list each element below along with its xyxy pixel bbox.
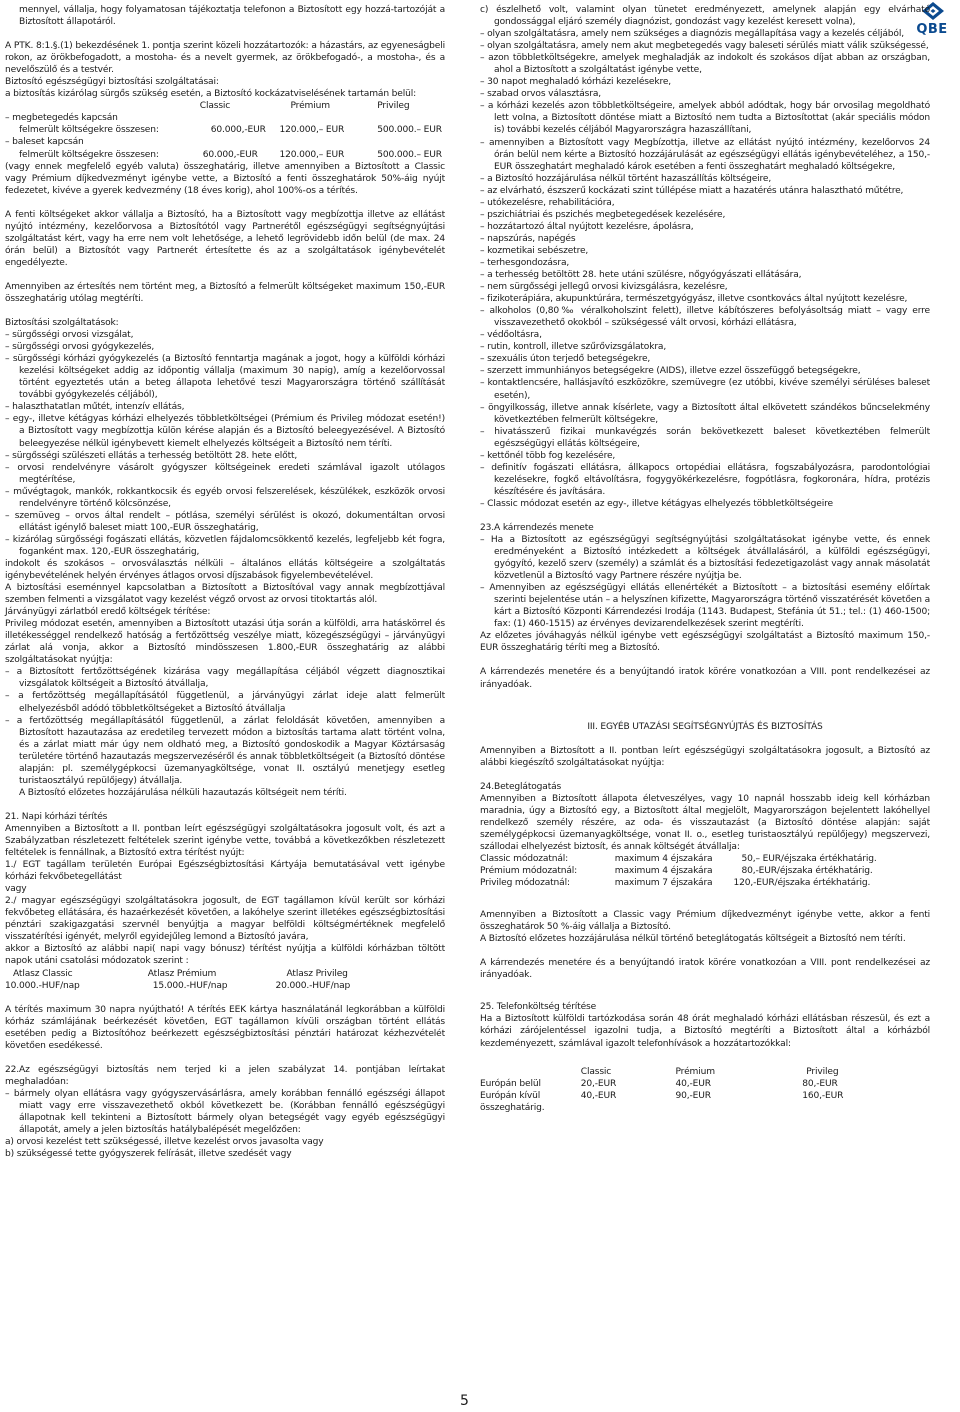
- exclusion-item: – az elvárható, észszerű kockázati szint túllépése miatt a hazatérés utánra halasztható műtétre,: [480, 185, 904, 196]
- header-classic: Classic: [199, 101, 231, 112]
- exclusion-item: – öngyilkosság, illetve annak kísérlete, vagy a Biztosított által elkövetett szándékos bűncselekmény következtében felmerült költségekre,: [480, 402, 930, 425]
- coverage-row-accident-label: [5, 136, 445, 148]
- after-table-paragraph: (vagy ennek megfelelő egyéb valuta) összeghatárig, illetve amennyiben a Biztosított a Classic vagy Prémium díjkedvezményt igénybe vette, a Biztosító a fenti összeghatárok 50%-áig nyújt fedezetet, kivéve a gyerek kedvezmény (18 éves korig), ahol 100%-os a térítés.: [5, 161, 445, 196]
- service-item: – sürgősségi kórházi gyógykezelés (a Biztosító fenntartja magának a jogot, hogy a külföldi kórházi kezelési költségeket addig az időpontig vállalja (maximum 30 napig), amíg a kezelőorvossal történt egyeztetés után a beteg állapota lehetővé teszi Magyarországra történő szállítását további gyógykezelés céljából),: [5, 354, 445, 401]
- exclusion-item: – bármely olyan ellátásra vagy gyógyszervásárlásra, amely korábban fennálló egészségi állapot miatt vagy erre visszavezethető okból következett be. (Korábban fennálló egészségügyi állapotnak kell tekinteni a Biztosított bármely olyan betegségét vagy egyéb egészségügyi állapotát, amely a jelen biztosítás hatálybalépését megelőzően:: [5, 1088, 445, 1136]
- service-item: – halaszthatatlan műtét, intenzív ellátás,: [5, 402, 185, 413]
- exclusion-item: a) orvosi kezelést tett szükségessé, illetve kezelést orvos javasolta vagy: [5, 1137, 324, 1148]
- coverage-row-illness: [5, 124, 445, 136]
- epidemic-paragraph: Privileg módozat esetén, amennyiben a Biztosított utazási útja során a külföldi, arra hatáskörrel és illetékességgel rendelkező hatóság a fertőzöttség veszélye miatt, közegészségügyi – járványügyi zárlat alá vonja, akkor a Biztosító mindösszesen 1.800,-EUR összeghatárig az alábbi szolgáltatásokat nyújtja:: [5, 619, 445, 666]
- section-22-heading: 22.Az egészségügyi biztosítás nem terjed ki a jelen szabályzat 14. pontjában leírtakat meghaladóan:: [5, 1064, 445, 1087]
- exclusion-item: – alkoholos (0,80‰ véralkoholszint felett), illetve kábítószeres befolyásoltság miatt – vagy erre visszavezethető okokból – szükségessé vált orvosi, kórházi ellátásra,: [480, 306, 930, 329]
- epidemic-item: – a fertőzöttség megállapításától függetlenül, a járványügyi zárlat ideje alatt felmerült elhelyezésből adódó többletköltségeket a Biztosító átvállalja: [5, 691, 445, 714]
- notify-paragraph: Amennyiben az értesítés nem történt meg, a Biztosító a felmerült költségeket maximum 150,-EUR összeghatárig utólag megtéríti.: [5, 281, 445, 304]
- exclusion-item: – kontaktlencsére, hallásjavító eszközökre, szemüvegre (ez utóbbi, kivéve személyi sérüléses baleset esetén),: [480, 378, 930, 401]
- exclusion-item: – olyan szolgáltatásra, amely nem szükséges a diagnózis megállapítása vagy a kezelés céljából,: [480, 29, 904, 40]
- section-21-item-3: akkor a Biztosító az alábbi napi( napi vagy bónusz) térítést nyújtja a külföldi kórházban töltött napok utáni csatolási módozatok szerint :: [5, 944, 445, 967]
- row-illness-label-a: – megbetegedés kapcsán: [5, 113, 118, 124]
- phone-table-end: összeghatárig.: [480, 1102, 545, 1113]
- section-21-heading: 21. Napi kórházi térítés: [5, 811, 108, 822]
- exclusion-item: – azon többletköltségekre, amelyek meghaladják az indokolt és szokásos díjat abban az országban, ahol a Biztosított a szolgáltatást igénybe vette,: [480, 53, 930, 76]
- atlasz-classic-label: Atlasz Classic: [13, 968, 73, 979]
- visit-row-value: maximum 4 éjszakára: [614, 866, 713, 877]
- visit-row-amount: 80,-EUR/éjszaka értékhatárig.: [741, 866, 873, 877]
- phone-row-label: Európán belül: [480, 1078, 541, 1089]
- section-24-heading: 24.Beteglátogatás: [480, 781, 562, 792]
- exclusion-item: – védőoltásra,: [480, 330, 542, 341]
- coverage-table-header: [5, 100, 445, 112]
- exclusion-item: – olyan szolgáltatásra, amely nem akut megbetegedés vagy baleseti sérülés miatt válik szükségessé,: [480, 41, 929, 52]
- epidemic-item: – a fertőzöttség megállapításától függetlenül, a zárlat feloldását követően, amennyiben a Biztosított hazautazása az eredetileg tervezett módon a biztosítás tartama alatt történt volna, és a zárlat miatt már úgy nem oldható meg, a Biztosító gondoskodik a Magyar Köztársaság területére történő hazautazás megszervezéséről és annak többletköltségeit (a Biztosító döntése alapján: pl. személygépkocsi üzemanyagköltsége, vonat II. osztályú menetjegy esetleg turistaosztályú repülőjegy) átvállalja.: [5, 715, 445, 786]
- row-illness-label-b: felmerült költségekre összesen:: [19, 125, 159, 136]
- exclusion-item: – szerzett immunhiányos betegségekre (AIDS), illetve ezzel összefüggő betegségekre,: [480, 366, 861, 377]
- exclusion-item: – 30 napot meghaladó kórházi kezelésekre,: [480, 77, 672, 88]
- visit-row: [480, 877, 930, 889]
- section-21-or: vagy: [5, 884, 27, 895]
- service-item: – kizárólag sürgősségi fogászati ellátás, közvetlen fájdalomcsökkentő kezelés, legfeljebb két fogra, foganként max. 120,-EUR összeghatárig,: [5, 534, 445, 557]
- exclusion-item: – utókezelésre, rehabilitációra,: [480, 197, 615, 208]
- section-24-paragraph-b: Amennyiben a Biztosított a Classic vagy Prémium díjkedvezményt igénybe vette, akkor a fenti összeghatárok 50 %-áig vállalja a Biztosító.: [480, 910, 930, 933]
- coverage-row-illness-label: [5, 112, 445, 124]
- section-25-heading: 25. Telefonköltség térítése: [480, 1002, 597, 1013]
- exclusion-item: – hivatásszerű fizikai munkavégzés során bekövetkezett baleset következtében felmerült egészségügyi ellátás költségeire,: [480, 426, 930, 449]
- service-item: – egy-, illetve kétágyas kórházi elhelyezés többletköltségei (Prémium és Privileg módozat esetén!) a Biztosított vagy megbízottja külön kérése alapján és a Biztosító beleegyezésével. A Biztosító beleegyezése nélkül igénybevett kiemelt elhelyezés költségeit a Biztosító nem téríti.: [5, 414, 445, 449]
- phone-row-premium: 40,-EUR: [675, 1078, 711, 1089]
- exclusion-item: – a kórházi kezelés azon többletköltségeire, amelyek abból adódtak, hogy bár orvosilag megoldható lett volna, a Biztosított döntése miatt a Biztosító nem tudta a Biztosítottat (akár speciális módon is) további kezelés céljából Magyarországra hazaszállítani,: [480, 101, 930, 136]
- phone-table-header: [480, 1066, 930, 1078]
- visit-row-amount: 120,-EUR/éjszaka értékhatárig.: [733, 878, 871, 889]
- phone-row: [480, 1090, 930, 1102]
- claims-paragraph-b: Az előzetes jóváhagyás nélkül igénybe vett egészségügyi szolgáltatást a Biztosító maximum 150,-EUR összeghatárig téríti meg a Biztosító.: [480, 631, 930, 654]
- phone-row-classic: 20,-EUR: [580, 1078, 617, 1089]
- costs-paragraph: A fenti költségeket akkor vállalja a Biztosító, ha a Biztosított vagy megbízottja illetve az ellátást nyújtó intézmény, kezelőorvosa a Biztosítótól vagy Partnerétől egészségügyi segítségnyújtási szolgáltatást kért, vagy ha erre nem volt lehetősége, a lehető legrövidebb időn belül (de max. 24 órán belül) a Biztosítót vagy Partnerét értesítette és az a szolgáltatások igénybevételét engedélyezte.: [5, 209, 445, 268]
- atlasz-premium-value: 15.000.-HUF/nap: [152, 980, 228, 991]
- visit-row: [480, 853, 930, 865]
- exclusion-item: – terhesgondozásra,: [480, 257, 570, 268]
- exclusion-item: – fizikoterápiára, akupunktúrára, természetgyógyász, illetve csontkovács által nyújtott kezelésre,: [480, 294, 908, 305]
- section-3-paragraph: Amennyiben a Biztosított a II. pontban leírt egészségügyi szolgáltatásokra jogosult, a Biztosító az alábbi kiegészítő szolgáltatásokat nyújtja:: [480, 745, 930, 768]
- visit-row-value: maximum 4 éjszakára: [614, 854, 713, 864]
- exclusion-item: b) szükségessé tette gyógyszerek felírását, illetve szedését vagy: [5, 1149, 292, 1160]
- exclusion-item: – amennyiben a Biztosított vagy Megbízottja, illetve az ellátást nyújtó intézmény, kezelőorvos 24 órán belül nem kérte a Biztosító hozzájárulását az egészségügyi ellátás igénybevételéhez, a 150,-EUR összeghatárt meghaladó károk esetében a fenti összeghatárt meghaladó költségekre,: [480, 137, 930, 172]
- exclusion-item: – definitív fogászati ellátásra, állkapocs ortopédiai ellátásra, fogszabályozásra, parodontológiai kezelésekre, fogkő eltávolításra, fogygyökérkezelésre, fogpótlásra, fogkoronára, hídra, protézis készítésére és javítására.: [480, 462, 930, 497]
- service-item: – művégtagok, mankók, rokkantkocsik és egyéb orvosi felszerelések, készülékek, eszközök orvosi rendelvényre történő kölcsönzése,: [5, 486, 445, 509]
- exclusion-item: – a terhesség betöltött 28. hete utáni szülésre, nőgyógyászati ellátására,: [480, 270, 802, 281]
- header-premium: Prémium: [290, 101, 330, 112]
- visit-row: [480, 865, 930, 877]
- exclusion-item: – hozzátartozó által nyújtott kezelésre, ápolásra,: [480, 221, 694, 232]
- indoklt-paragraph: indokolt és szokásos – orvosválasztás nélküli – általános ellátás költségeire a szolgáltatás igénybevételének helyén érvényes átlagos orvosi díjszabások figyelembevételével.: [5, 558, 445, 582]
- header-privileg: Privileg: [377, 101, 410, 112]
- visit-row-label: Privileg módozatnál:: [480, 878, 570, 889]
- service-item: – szemüveg – orvos által rendelt – pótlása, személyi sérülést is okozó, dokumentáltan orvosi ellátást igénylő baleset miatt 100,-EUR összeghatárig,: [5, 510, 445, 533]
- right-column: [480, 4, 930, 1114]
- phone-header-premium: Prémium: [675, 1066, 715, 1077]
- section-21-item-1: 1./ EGT tagállam területén Európai Egészségbiztosítási Kártyája bemutatásával vett igénybe kórházi fekvőbetegellátást: [5, 860, 445, 883]
- services-dash: a biztosítás kizárólag sürgős szükség esetén, a Biztosító kockázatviselésének tartamán belül:: [5, 89, 417, 100]
- event-paragraph: A biztosítási eseménnyel kapcsolatban a Biztosított a Biztosítóval vagy annak megbízottjával szemben felmenti a vizsgálatot vagy kezelést végző orvost az orvosi titoktartás alól.: [5, 583, 445, 606]
- section-21-payment: A térítés maximum 30 napra nyújtható! A térítés EEK kártya használatánál legkorábban a külföldi kórház számlájának beérkezését követően, EGT tagállamon kívüli országban történt ellátás esetében pedig a Biztosítóhoz beérkezett egészségbiztosítási pénztári határozat kézhezvételét követően esedékessé.: [5, 1004, 445, 1051]
- section-24-paragraph: Amennyiben a Biztosított állapota életveszélyes, vagy 10 napnál hosszabb ideig kell kórházban maradnia, úgy a Biztosító egy, a Biztosított által megjelölt, Magyarországon bejelentett lakóhellyel rendelkező személy részére, az oda- és visszautazást (a Biztosító döntése alapján: saját személygépkocsi üzemanyagköltsége, vonat II. o., esetleg turistaosztályú repülőjegy) megszervezi, szállodai elhelyezést biztosít, és annak költségét átvállalja:: [480, 793, 930, 852]
- coverage-table: [5, 100, 445, 160]
- service-item: – sürgősségi orvosi vizsgálat,: [5, 330, 134, 341]
- exclusion-item: – a Biztosító hozzájárulása nélkül történt hazaszállítás költségeire,: [480, 173, 772, 184]
- service-item: – orvosi rendelvényre vásárolt gyógyszer költségeinek eredeti számlával igazolt utólagos megtérítése,: [5, 462, 445, 485]
- visit-table: [480, 853, 930, 889]
- phone-header-privileg: Privileg: [806, 1066, 839, 1077]
- exclusion-item: – kozmetikai sebészetre,: [480, 245, 589, 256]
- row-illness-privileg: 500.000.– EUR: [377, 125, 442, 136]
- services-heading: Biztosítási szolgáltatások:: [5, 318, 119, 329]
- section-21-item-2: 2./ magyar egészségügyi szolgáltatásokra jogosult, de EGT tagállamon kívül került sor kórházi fekvőbeteg ellátására, és hazaérkezését követően, a lakóhelye szerint illetékes egészségbiztosítási pénztári szakigazgatási szervnél benyújtja a magyar belföldi költségmértéknek megfelelő visszatérítési igényét, melyről egyidejűleg lemond a Biztosító javára,: [5, 896, 445, 943]
- atlasz-classic-value: 10.000.-HUF/nap: [5, 980, 80, 991]
- exclusion-item: – szabad orvos választásra,: [480, 89, 601, 100]
- service-item: – sürgősségi szülészeti ellátás a terhesség betöltött 28. hete előtt,: [5, 450, 298, 461]
- epidemic-note: A Biztosító előzetes hozzájárulása nélküli hazautazás költségeit nem téríti.: [19, 787, 347, 798]
- atlasz-premium-label: Atlasz Prémium: [147, 968, 217, 979]
- exclusion-item: – Classic módozat esetén az egy-, illetve kétágyas elhelyezés többletköltségeire: [480, 498, 833, 509]
- claims-paragraph-c: A kárrendezés menetére és a benyújtandó iratok körére vonatkozóan a VIII. pont rendelkezései az irányadóak.: [480, 667, 930, 690]
- epidemic-heading: Járványügyi zárlatból eredő költségek térítése:: [5, 607, 211, 618]
- row-accident-premium: 120.000,– EUR: [279, 149, 345, 160]
- phone-row: [480, 1078, 930, 1090]
- section-24-paragraph-c: A Biztosító előzetes hozzájárulása nélkül történő beteglátogatás költségeit a Biztosító nem téríti.: [480, 934, 906, 945]
- visit-row-label: Prémium módozatnál:: [480, 866, 578, 877]
- row-illness-classic: 60.000,-EUR: [210, 125, 266, 136]
- epidemic-item: – a Biztosított fertőzöttségének kizárása vagy megállapítása céljából végzett diagnosztikai vizsgálatok költségeit a Biztosító átvállalja,: [5, 667, 445, 690]
- exclusion-item: – rutin, kontroll, illetve szűrővizsgálatokra,: [480, 342, 667, 353]
- section-23-heading: 23.A kárrendezés menete: [480, 522, 594, 533]
- section-3-heading: III. EGYÉB UTAZÁSI SEGÍTSÉGNYÚJTÁS ÉS BIZTOSÍTÁS: [587, 721, 823, 732]
- phone-table: [480, 1066, 930, 1114]
- phone-row-classic: 40,-EUR: [580, 1090, 617, 1101]
- intro-paragraph-2: A PTK. 8:1.§.(1) bekezdésének 1. pontja szerint közeli hozzátartozók: a házastárs, az egyeneságbeli rokon, az örökbefogadott, a mostoha- és a nevelt gyermek, az örökbefogadó-, a mostoha-, és a nevelőszülő és a testvér.: [5, 41, 445, 76]
- exclusion-item: – napszúrás, napégés: [480, 233, 576, 244]
- claims-item: – Amennyiben az egészségügyi ellátás ellenértékét a Biztosított – a biztosítási esemény előírtak szerinti bejelentése után – a helyszínen kifizette, Magyarországra történő visszatérését követően a kárt a Biztosító Központi Kárrendezési Irodája (1143. Budapest, Stefánia út 51.; tel.: (1) 460-1500; fax: (1) 460-1515) az érvényes devizarendelkezések szerint megtéríti.: [480, 583, 930, 630]
- exclusion-item: – pszichiátriai és pszichés megbetegedések kezelésére,: [480, 209, 726, 220]
- service-item: – sürgősségi orvosi gyógykezelés,: [5, 342, 155, 353]
- visit-row-amount: 50,– EUR/éjszaka értékhatárig.: [741, 854, 877, 864]
- atlasz-labels-row: [5, 968, 445, 980]
- phone-row-privileg: 80,-EUR: [802, 1078, 838, 1089]
- services-intro: Biztosító egészségügyi biztosítási szolgáltatásai:: [5, 77, 219, 88]
- row-accident-label-b: felmerült költségekre összesen:: [19, 149, 159, 160]
- coverage-row-accident: [5, 149, 445, 161]
- row-accident-classic: 60.000,-EUR: [202, 149, 258, 160]
- visit-row-label: Classic módozatnál:: [480, 854, 569, 864]
- row-illness-premium: 120.000,– EUR: [279, 125, 345, 136]
- atlasz-privileg-value: 20.000.-HUF/nap: [275, 980, 351, 991]
- left-column: [5, 4, 445, 1160]
- page-number: 5: [460, 1393, 469, 1409]
- atlasz-values-row: [5, 980, 445, 992]
- exclusion-item: – kettőnél több fog kezelésére,: [480, 450, 616, 461]
- row-accident-privileg: 500.000.– EUR: [377, 149, 442, 160]
- section-25-paragraph: Ha a Biztosított külföldi tartózkodása során 48 órát meghaladó kórházi ellátásban részesül, és ezt a kórházi zárójelentéssel igazolni tudja, a Biztosító megtéríti a Biztosított által a kórházból kezdeményezett, számlával igazolt telefonhívások a hozzátartozókkal:: [480, 1014, 930, 1049]
- section-21-paragraph: Amennyiben a Biztosított a II. pontban leírt egészségügyi szolgáltatásokra jogosult volt, és azt a Szabályzatban részletezett feltételek szerint igénybe vette, továbbá a következőkben részletezett feltételek is fennállnak, a Biztosító extra térítést nyújt:: [5, 823, 445, 859]
- claims-item: – Ha a Biztosított az egészségügyi segítségnyújtási szolgáltatásokat igénybe vette, és ennek eredményeként a Biztosító intézkedett a költségek átvállalásáról, a külföldi egészségügyi, gyógyító, kezelő szerv (személy) a számlát és a biztosítási fedezetigazolást vagy annak másolatát közvetlenül a Biztosító vagy Partnere részére nyújtja be.: [480, 535, 930, 582]
- phone-header-classic: Classic: [580, 1066, 612, 1077]
- section-24-paragraph-d: A kárrendezés menetére és a benyújtandó iratok körére vonatkozóan a VIII. pont rendelkezései az irányadóak.: [480, 958, 930, 981]
- atlasz-privileg-label: Atlasz Privileg: [286, 968, 348, 979]
- exclusion-item: – szexuális úton terjedő betegségekre,: [480, 354, 651, 365]
- qbe-logo-text: QBE: [916, 22, 948, 37]
- row-accident-label-a: – baleset kapcsán: [5, 137, 84, 148]
- phone-row-label: Európán kívül: [480, 1090, 541, 1101]
- visit-row-value: maximum 7 éjszakára: [614, 878, 713, 889]
- intro-paragraph-1: mennyel, vállalja, hogy folyamatosan tájékoztatja telefonon a Biztosított egy hozzá-tartozóját a Biztosított állapotáról.: [19, 5, 445, 28]
- phone-row-privileg: 160,-EUR: [802, 1090, 844, 1101]
- phone-row-premium: 90,-EUR: [675, 1090, 711, 1101]
- exclusion-item: c) észlelhető volt, valamint olyan tünetet eredményezett, amelynek alapján egy elvárható gondossággal eljáró személy diagnózist, gondozást vagy kezelést keresett volna),: [480, 5, 930, 28]
- exclusion-item: – nem sürgősségi jellegű orvosi kivizsgálásra, kezelésre,: [480, 282, 728, 293]
